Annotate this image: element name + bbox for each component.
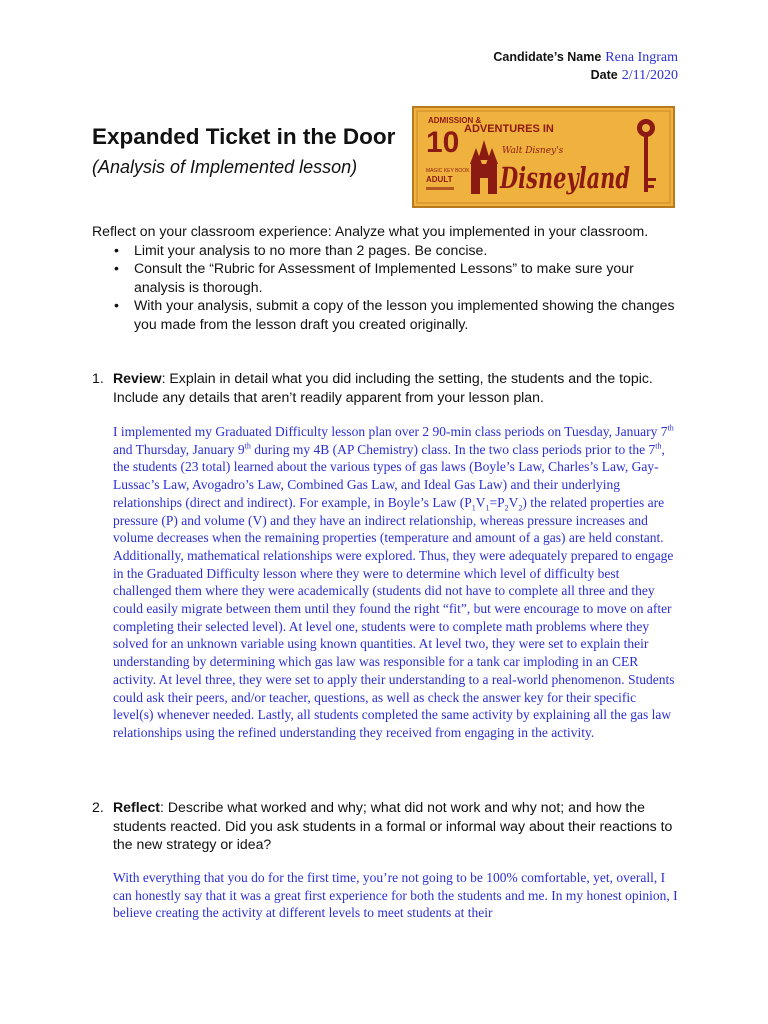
question-1 [92,369,682,406]
ticket-number: 10 [426,126,460,159]
candidate-name-value: Rena Ingram [605,50,678,65]
ticket-adventures-text: ADVENTURES IN [464,123,554,135]
ticket-script-text: Walt Disney's [502,146,564,156]
ticket-admission-text: ADMISSION & [428,116,482,125]
ticket-brand-text: Disneyland [499,161,630,195]
question-1-text [113,369,682,406]
instruction-list [92,241,682,334]
candidate-name-label: Candidate’s Name [493,50,602,64]
instructions [92,222,682,333]
candidate-info [493,48,678,84]
intro-text: Reflect on your classroom experience: Analyze what you implemented in your classroom. [92,223,649,239]
candidate-name-line [493,48,678,66]
question-2-label: Reflect [113,799,160,815]
ticket-side-text-2: ADULT [426,175,453,184]
date-label: Date [590,68,618,82]
date-value: 2/11/2020 [621,68,678,83]
question-2-prompt: : Describe what worked and why; what did not work and why not; and how the students reacted. Did you ask students in a formal or informal way about their reactions to the new strategy or idea? [113,799,673,852]
answer-2: With everything that you do for the first time, you’re not going to be 100% comfortable, yet, overall, I can honestly say that it was a great first experience for both the students and me. In my honest opinion, I believe creating the activity at different levels to meet students at their [113,870,678,921]
question-2 [92,798,682,854]
question-1-number: 1. [92,370,104,386]
answer-1: I implemented my Graduated Difficulty lesson plan over 2 90-min class periods on Tuesday, January 7th and Thursday, January 9th during my 4B (AP Chemistry) class. In the two class periods prior to the 7th, the students (23 total) learned about the various types of gas laws (Boyle’s Law, Charles’s Law, Gay-Lussac’s Law, Avogadro’s Law, Combined Gas Law, and Ideal Gas Law) and their underlying relationships (direct and indirect). For example, in Boyle’s Law $(P_1V_1=P_2V_2)$ the related properties are pressure (P) and volume (V) and they have an indirect relationship, whereas pressure increases and volume decreases when the remaining properties (temperature and amount of a gas) are held constant. Additionally, mathematical relationships were explored. Thus, they were adequately prepared to engage in the Graduated Difficulty lesson where they were to determine which level of difficulty best challenged them where they were academically (students did not have to complete all three and they could easily migrate between them until they found the right “fit”, but were encourage to move on after completing their selected level). At level one, students were to complete math problems where they solved for an unknown variable using known quantities. At level two, they were set to explain their understanding by determining which gas law was responsible for a tank car imploding in an CER activity. At level three, they were set to apply their understanding to a real-world phenomenon. Students could ask their peers, and/or teacher, questions, as well as check the answer key for their specific level(s) whenever needed. Lastly, all students completed the same activity by explaining all the gas law relationships using the refined understanding they received from engaging in the activity. [113,423,675,740]
question-2-number: 2. [92,799,104,815]
instruction-bullet-2: • Consult the “Rubric for Assessment of Implemented Lessons” to make sure your analysis is thorough. [114,259,682,296]
document-subtitle: (Analysis of Implemented lesson) [92,157,358,177]
ticket-side-text-1: MAGIC KEY BOOK [426,168,470,174]
document-title: Expanded Ticket in the Door [92,124,396,149]
date-line [493,66,678,84]
question-1-label: Review [113,370,162,386]
question-1-prompt: : Explain in detail what you did including the setting, the students and the topic. Include any details that aren’t readily apparent from your lesson plan. [113,370,653,405]
disneyland-ticket-image [412,106,675,208]
instruction-bullet-1: • Limit your analysis to no more than 2 pages. Be concise. [114,241,682,260]
question-2-text [113,798,682,854]
instruction-bullet-3: • With your analysis, submit a copy of the lesson you implemented showing the changes you made from the lesson draft you created originally. [114,296,682,333]
